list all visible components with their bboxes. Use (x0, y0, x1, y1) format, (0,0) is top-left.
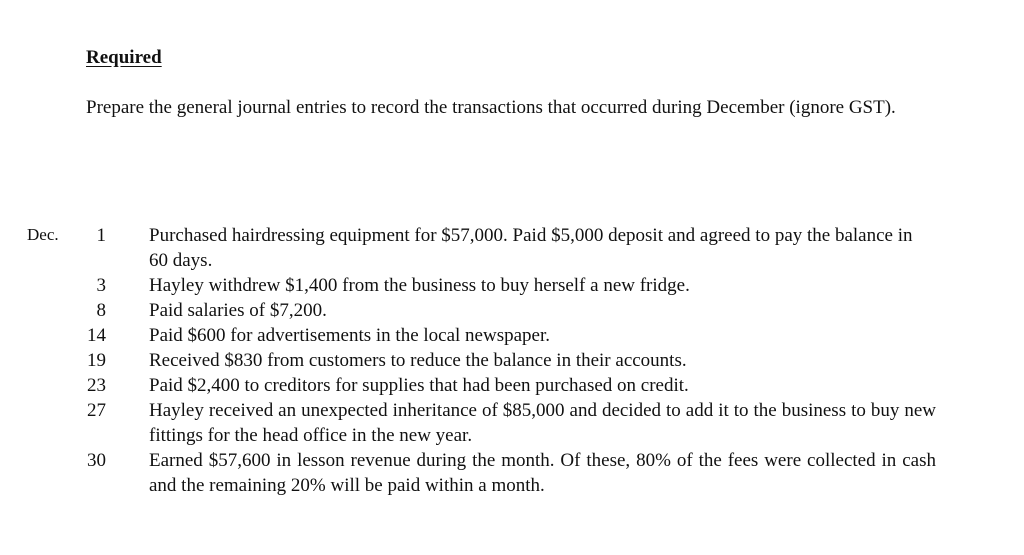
transaction-description: Received $830 from customers to reduce the balance in their accounts. (149, 350, 687, 371)
month-label: Dec. (27, 225, 59, 244)
transaction-description: Paid $600 for advertisements in the local newspaper. (149, 325, 551, 346)
transaction-row (60, 323, 940, 348)
transaction-day: 30 (87, 450, 106, 471)
transaction-row (60, 448, 940, 498)
transaction-list (60, 223, 940, 498)
transaction-row (60, 298, 940, 323)
transaction-row (60, 273, 940, 298)
transaction-day: 3 (96, 275, 106, 296)
transaction-day: 27 (87, 400, 106, 421)
transaction-description: Hayley withdrew $1,400 from the business to buy herself a new fridge. (149, 275, 690, 296)
transaction-row (60, 223, 940, 273)
transaction-row (60, 373, 940, 398)
transaction-description: Hayley received an unexpected inheritance of $85,000 and decided to add it to the business to buy new fittings for the head office in the new year. (149, 400, 936, 446)
transaction-day: 1 (96, 225, 106, 246)
transaction-row (60, 348, 940, 373)
instruction-text: Prepare the general journal entries to record the transactions that occurred during December (ignore GST). (86, 97, 896, 118)
transaction-day: 14 (87, 325, 106, 346)
transaction-day: 23 (87, 375, 106, 396)
transaction-day: 19 (87, 350, 106, 371)
transaction-day: 8 (96, 300, 106, 321)
transaction-description: Earned $57,600 in lesson revenue during the month. Of these, 80% of the fees were collected in cash and the remaining 20% will be paid within a month. (149, 450, 936, 496)
transaction-description: Purchased hairdressing equipment for $57,000. Paid $5,000 deposit and agreed to pay the balance in 60 days. (149, 225, 913, 271)
transaction-description: Paid salaries of $7,200. (149, 300, 327, 321)
transaction-row (60, 398, 940, 448)
transaction-description: Paid $2,400 to creditors for supplies that had been purchased on credit. (149, 375, 689, 396)
section-heading: Required (86, 47, 162, 68)
